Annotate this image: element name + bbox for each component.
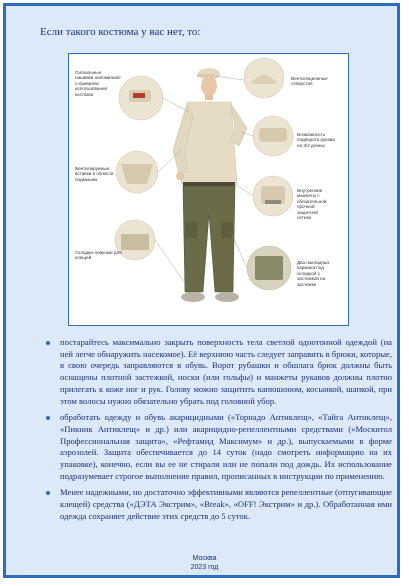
list-item: постарайтесь максимально закрыть поверхность тела светлой однотонной одеждой (на ней легче обнаружить насекомое). Её верхнюю часть следует заправить в брюки, которые, в свою очередь заправляются в обувь. Ворот рубашки и обшлага брюк должны быть оснащены плотной застежкой, носки (или гольфы) и манжеты рукавов должны плотно прилегать к коже ног и рук. Голову можно защитить капюшоном, косынкой, шапкой, при этом волосы нужно обязательно убрать под головной убор. <box>46 337 392 407</box>
label-vent-holes: Вентиляционные отверстия <box>291 76 328 87</box>
detail-circle-sleeve <box>253 116 293 156</box>
label-tick-folds: Складки-ловушки для клещей <box>75 250 122 261</box>
detail-circle-armpit <box>116 151 158 193</box>
document-frame <box>3 3 400 578</box>
detail-circle-cuffs <box>253 176 293 216</box>
detail-circle-signal <box>119 76 163 120</box>
footer-year: 2023 год <box>190 564 219 571</box>
label-sleeve-roll: Возможность подворота рукава на 3/4 длины <box>297 132 335 148</box>
recommendations-list <box>46 337 392 528</box>
list-item: Менее надежными, но достаточно эффективными являются репеллентные (отпугивающие клещей) средства («ДЭТА Экстрим», «Break», «OFF! Экстрим» и др.). Обработанная ими одежда сохраняет действие этих средств до 5 суток. <box>46 487 392 522</box>
person-in-suit <box>173 68 247 302</box>
label-pockets: Два накладных кармана под складкой с застежкой на застежке <box>297 260 330 287</box>
detail-circle-vent-holes <box>244 58 284 98</box>
label-vent-inserts: Вентилируемые вставки в области подмышек <box>75 166 114 182</box>
protective-suit-illustration <box>68 53 349 326</box>
label-cuffs: Внутренние манжеты с обязательной прочной защитной сеткой <box>297 188 327 221</box>
label-signal-patches: Сигнальные нашивки напоминают о правилах использования костюма <box>75 70 122 97</box>
bullet-dot-icon <box>46 491 50 495</box>
bullet-dot-icon <box>46 341 50 345</box>
footer-city: Москва <box>192 555 217 562</box>
list-item: обработать одежду и обувь акарицидными («Торнадо Антиклещ», «Тайга Антиклещ», «Пикник Антиклещ» и др.) или акарицидно-репеллентными средствами («Москитол Профессиональная защита», «Рефтамид Максимум» и др.), выпускаемыми в форме аэрозолей. Защита обеспечивается до 14 суток (надо смотреть информацию на их упаковке), конечно, если вы ее не стирали или не попали под дождь. Их использование подразумевает строгое выполнение правил, прописанных в инструкции по применению. <box>46 412 392 482</box>
bullet-dot-icon <box>46 416 50 420</box>
detail-circle-pockets <box>247 246 291 290</box>
page-heading: Если такого костюма у вас нет, то: <box>40 26 201 38</box>
